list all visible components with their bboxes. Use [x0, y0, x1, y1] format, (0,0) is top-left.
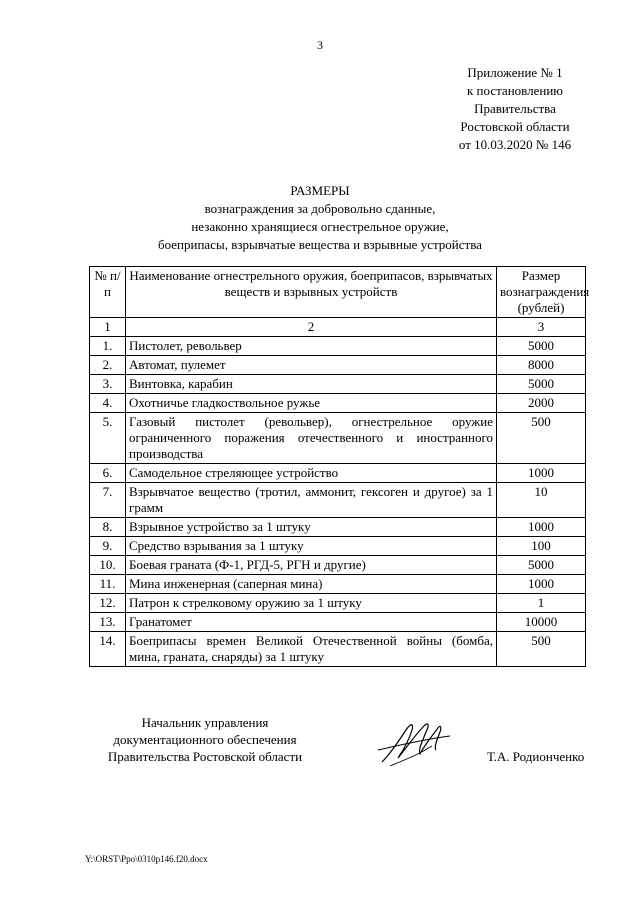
rewards-table — [89, 266, 590, 667]
title-line: вознаграждения за добровольно сданные, — [204, 201, 436, 216]
row-name: Автомат, пулемет — [126, 356, 497, 375]
row-amount: 5000 — [497, 337, 586, 356]
row-name: Боеприпасы времен Великой Отечественной войны (бомба, мина, граната, снаряды) за 1 штуку — [126, 632, 497, 667]
table-row — [90, 537, 586, 556]
col-number: 3 — [497, 318, 586, 337]
row-number: 14. — [90, 632, 126, 667]
table-header-row — [90, 267, 586, 318]
table-row — [90, 337, 586, 356]
appendix-line: Приложение № 1 — [467, 65, 563, 80]
row-name: Газовый пистолет (револьвер), огнестрельное оружие ограниченного поражения отечественного и иностранного производства — [126, 413, 497, 464]
file-path: Y:\ORST\Ppo\0310p146.f20.docx — [85, 854, 208, 864]
row-name: Средство взрывания за 1 штуку — [126, 537, 497, 556]
row-name: Охотничье гладкоствольное ружье — [126, 394, 497, 413]
appendix-line: к постановлению — [466, 83, 564, 98]
row-name: Взрывное устройство за 1 штуку — [126, 518, 497, 537]
row-amount: 5000 — [497, 556, 586, 575]
appendix-line: Правительства — [474, 101, 556, 116]
page-number: 3 — [317, 38, 323, 52]
table-row — [90, 613, 586, 632]
row-name: Пистолет, револьвер — [126, 337, 497, 356]
row-number: 8. — [90, 518, 126, 537]
table-row — [90, 575, 586, 594]
row-amount: 5000 — [497, 375, 586, 394]
table-row — [90, 483, 586, 518]
row-amount: 1000 — [497, 464, 586, 483]
col-number: 2 — [126, 318, 497, 337]
row-number: 5. — [90, 413, 126, 464]
row-name: Винтовка, карабин — [126, 375, 497, 394]
row-amount: 500 — [497, 413, 586, 464]
row-number: 11. — [90, 575, 126, 594]
header-num: № п/п — [90, 267, 126, 318]
table-row — [90, 556, 586, 575]
row-number: 1. — [90, 337, 126, 356]
table-row — [90, 375, 586, 394]
signer-line: Правительства Ростовской области — [107, 749, 303, 764]
signer-name: Т.А. Родионченко — [487, 749, 585, 764]
table-row — [90, 518, 586, 537]
table-row — [90, 464, 586, 483]
column-number-row — [90, 318, 586, 337]
row-number: 13. — [90, 613, 126, 632]
table-row — [90, 413, 586, 464]
signer-line: документационного обеспечения — [113, 732, 297, 747]
row-number: 12. — [90, 594, 126, 613]
row-number: 7. — [90, 483, 126, 518]
signer-position — [80, 714, 330, 765]
signer-line: Начальник управления — [141, 715, 269, 730]
appendix-block — [440, 64, 590, 154]
row-number: 2. — [90, 356, 126, 375]
row-name: Патрон к стрелковому оружию за 1 штуку — [126, 594, 497, 613]
row-name: Самодельное стреляющее устройство — [126, 464, 497, 483]
row-name: Взрывчатое вещество (тротил, аммонит, гексоген и другое) за 1 грамм — [126, 483, 497, 518]
title-main: РАЗМЕРЫ — [290, 183, 350, 198]
table-row — [90, 632, 586, 667]
row-amount: 1000 — [497, 518, 586, 537]
header-name: Наименование огнестрельного оружия, боеприпасов, взрывчатых веществ и взрывных устройств — [126, 267, 497, 318]
row-amount: 1000 — [497, 575, 586, 594]
row-amount: 100 — [497, 537, 586, 556]
appendix-line: Ростовской области — [460, 119, 570, 134]
title-line: незаконно хранящиеся огнестрельное оружие, — [191, 219, 449, 234]
document-title — [0, 182, 640, 254]
row-name: Гранатомет — [126, 613, 497, 632]
row-number: 4. — [90, 394, 126, 413]
row-name: Боевая граната (Ф-1, РГД-5, РГН и другие) — [126, 556, 497, 575]
table-row — [90, 356, 586, 375]
row-name: Мина инженерная (саперная мина) — [126, 575, 497, 594]
signature-image — [376, 716, 452, 768]
row-amount: 8000 — [497, 356, 586, 375]
row-amount: 10000 — [497, 613, 586, 632]
appendix-line: от 10.03.2020 № 146 — [458, 137, 572, 152]
row-number: 10. — [90, 556, 126, 575]
col-number: 1 — [90, 318, 126, 337]
row-amount: 10 — [497, 483, 586, 518]
row-amount: 2000 — [497, 394, 586, 413]
table-row — [90, 594, 586, 613]
row-amount: 1 — [497, 594, 586, 613]
title-line: боеприпасы, взрывчатые вещества и взрывные устройства — [158, 237, 482, 252]
row-number: 9. — [90, 537, 126, 556]
row-amount: 500 — [497, 632, 586, 667]
row-number: 6. — [90, 464, 126, 483]
row-number: 3. — [90, 375, 126, 394]
header-amount: Размер вознаграждения (рублей) — [497, 267, 586, 318]
table-row — [90, 394, 586, 413]
